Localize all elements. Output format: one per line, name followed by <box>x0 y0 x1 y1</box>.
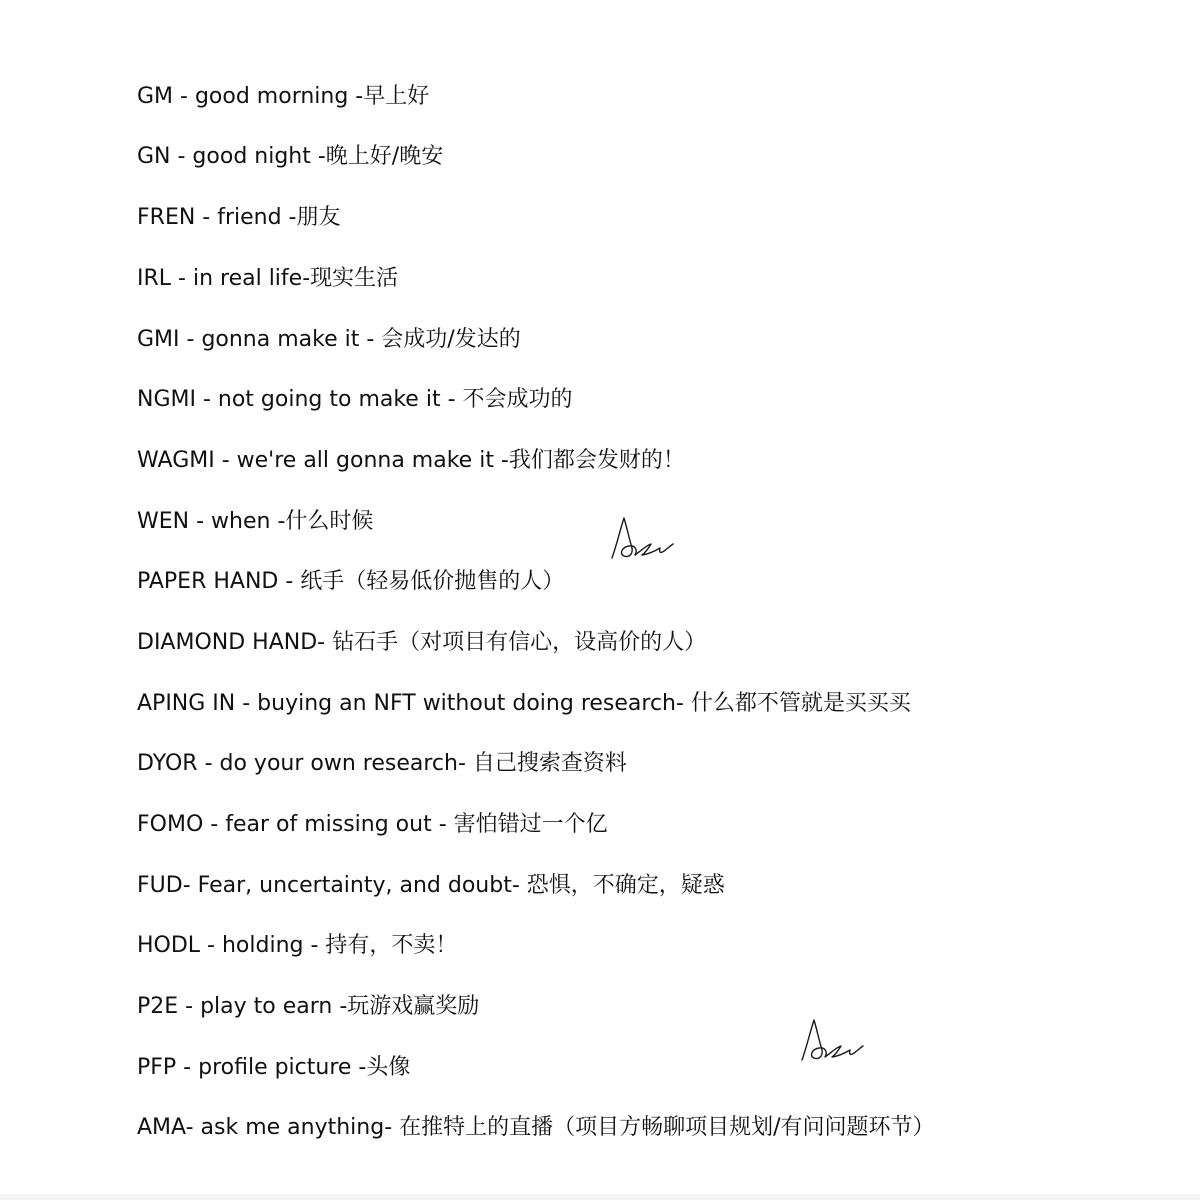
signature-scribble-icon <box>608 514 674 562</box>
page-bottom-edge <box>0 1194 1200 1200</box>
entry-diamond-hand: DIAMOND HAND- 钻石手（对项目有信心，设高价的人） <box>137 630 707 655</box>
entry-dyor: DYOR - do your own research- 自己搜索查资料 <box>137 751 627 776</box>
signature-mark-top <box>608 514 674 562</box>
entry-gn: GN - good night -晚上好/晚安 <box>137 144 444 169</box>
entry-ama: AMA- ask me anything- 在推特上的直播（项目方畅聊项目规划/有问问题环节） <box>137 1115 935 1140</box>
entry-fud: FUD- Fear, uncertainty, and doubt- 恐惧，不确定，疑惑 <box>137 873 725 898</box>
signature-mark-bottom <box>798 1016 864 1064</box>
entry-hodl: HODL - holding - 持有，不卖！ <box>137 933 458 958</box>
entry-wen: WEN - when -什么时候 <box>137 509 374 534</box>
entry-fomo: FOMO - fear of missing out - 害怕错过一个亿 <box>137 812 608 837</box>
entry-pfp: PFP - profile picture -头像 <box>137 1055 411 1080</box>
entry-gm: GM - good morning -早上好 <box>137 84 430 109</box>
entry-gmi: GMI - gonna make it - 会成功/发达的 <box>137 327 521 352</box>
entry-irl: IRL - in real life-现实生活 <box>137 266 399 291</box>
entry-paper-hand: PAPER HAND - 纸手（轻易低价抛售的人） <box>137 569 565 594</box>
entry-aping-in: APING IN - buying an NFT without doing research- 什么都不管就是买买买 <box>137 691 911 716</box>
entry-ngmi: NGMI - not going to make it - 不会成功的 <box>137 387 573 412</box>
entry-p2e: P2E - play to earn -玩游戏赢奖励 <box>137 994 480 1019</box>
entry-fren: FREN - friend -朋友 <box>137 205 341 230</box>
signature-scribble-icon <box>798 1016 864 1064</box>
entry-wagmi: WAGMI - we're all gonna make it -我们都会发财的！ <box>137 448 685 473</box>
